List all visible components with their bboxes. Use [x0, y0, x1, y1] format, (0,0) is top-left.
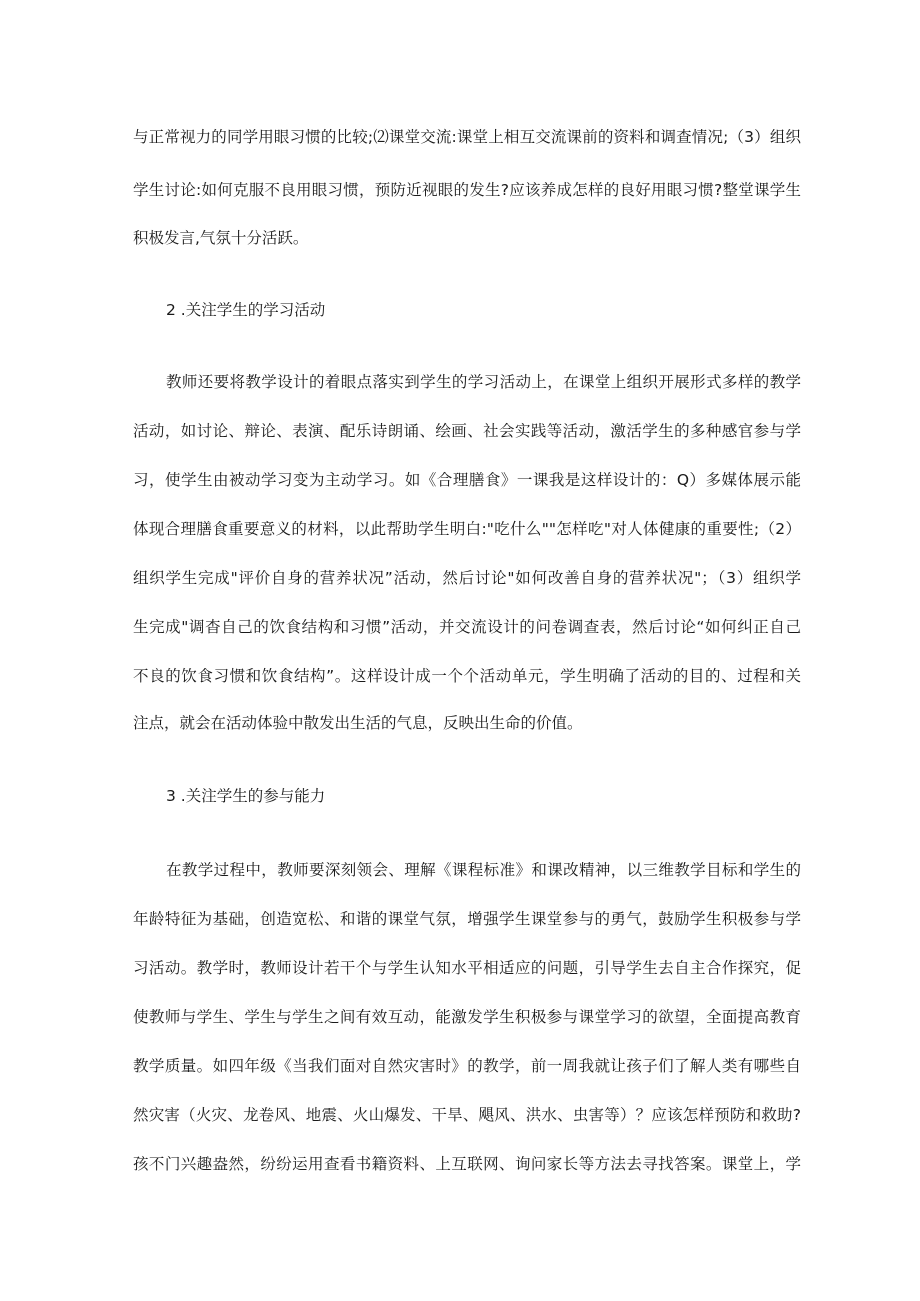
paragraph-line: 组织学生完成"评价自身的营养状况”活动，然后讨论"如何改善自身的营养状况"；（3）组织学 — [133, 569, 801, 587]
paragraph-line: 注点，就会在活动体验中散发出生活的气息，反映出生命的价值。 — [133, 714, 583, 732]
paragraph-line: 活动，如讨论、辩论、表演、配乐诗朗诵、绘画、社会实践等活动，激活学生的多种感官参与学 — [133, 422, 801, 440]
section-heading: 2 .关注学生的学习活动 — [166, 301, 326, 319]
paragraph-line: 积极发言,气氛十分活跃。 — [133, 229, 309, 247]
paragraph-line: 使教师与学生、学生与学生之间有效互动，能激发学生积极参与课堂学习的欲望，全面提高教育 — [133, 1008, 801, 1026]
section-heading: 3 .关注学生的参与能力 — [166, 787, 326, 805]
paragraph-line: 教学质量。如四年级《当我们面对自然灾害时》的教学，前一周我就让孩子们了解人类有哪些自 — [133, 1057, 801, 1075]
paragraph-line: 体现合理膳食重要意义的材料，以此帮助学生明白:"吃什么""怎样吃"对人体健康的重要性;（2） — [133, 520, 801, 538]
paragraph-line: 不良的饮食习惯和饮食结构”。这样设计成一个个活动单元，学生明确了活动的目的、过程和关 — [133, 667, 801, 685]
paragraph-line: 然灾害（火灾、龙卷风、地震、火山爆发、干旱、飓风、洪水、虫害等）？应该怎样预防和救助? — [133, 1106, 801, 1124]
paragraph-line: 年龄特征为基础，创造宽松、和谐的课堂气氛，增强学生课堂参与的勇气，鼓励学生积极参与学 — [133, 910, 801, 928]
paragraph-line: 习，使学生由被动学习变为主动学习。如《合理膳食》一课我是这样设计的：Q）多媒体展示能 — [133, 471, 801, 489]
paragraph-line: 教师还要将教学设计的着眼点落实到学生的学习活动上，在课堂上组织开展形式多样的教学 — [166, 373, 801, 391]
paragraph-line: 生完成"调杳自己的饮食结构和习惯”活动，并交流设计的问卷调查表，然后讨论“如何纠正自己 — [133, 618, 801, 636]
paragraph-line: 孩不门兴趣盎然，纷纷运用查看书籍资料、上互联网、询问家长等方法去寻找答案。课堂上，学 — [133, 1155, 801, 1173]
paragraph-line: 与正常视力的同学用眼习惯的比较;⑵课堂交流:课堂上相互交流课前的资料和调查情况;（3）组织 — [133, 128, 801, 146]
paragraph-line: 习活动。教学时，教师设计若干个与学生认知水平相适应的问题，引导学生去自主合作探究，促 — [133, 959, 801, 977]
paragraph-line: 在教学过程中，教师要深刻领会、理解《课程标准》和课改精神，以三维教学目标和学生的 — [166, 861, 801, 879]
paragraph-line: 学生讨论:如何克服不良用眼习惯，预防近视眼的发生?应该养成怎样的良好用眼习惯?整堂课学生 — [133, 181, 801, 199]
